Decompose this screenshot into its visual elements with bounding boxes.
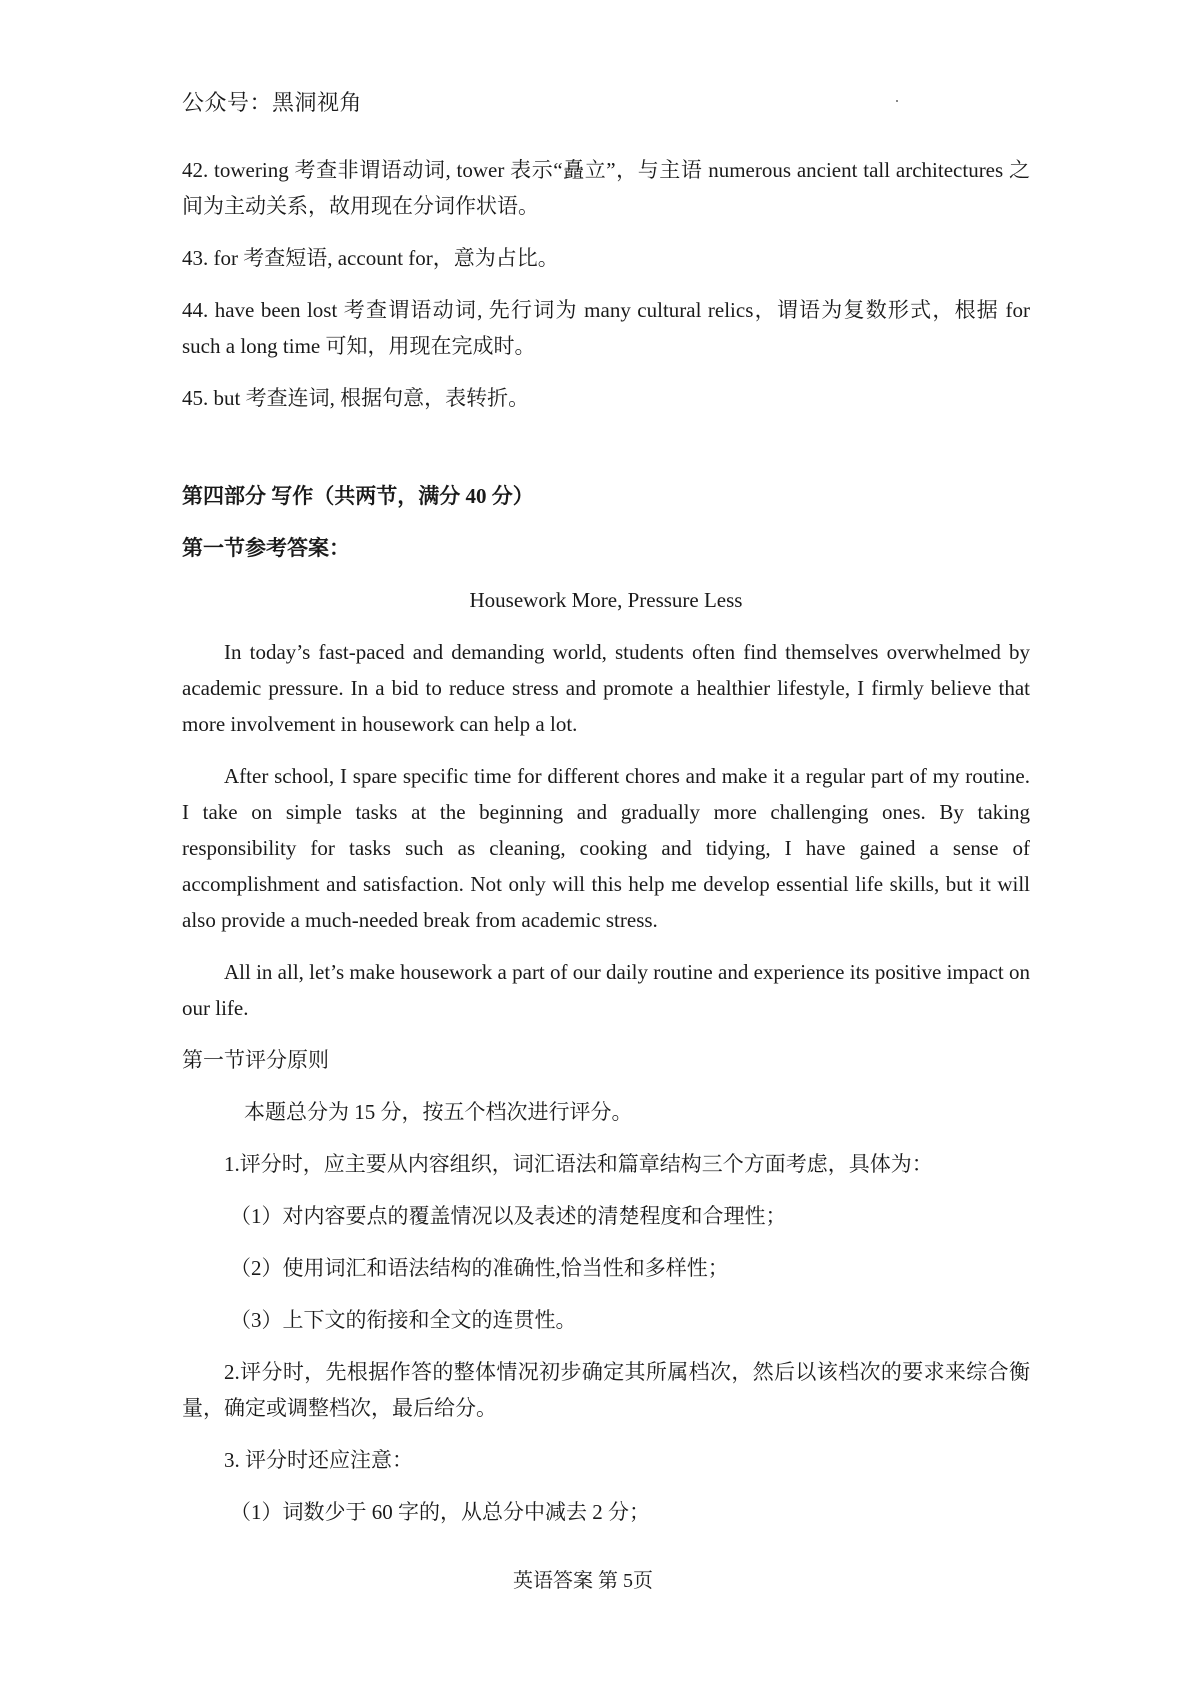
- essay-paragraph: All in all, let’s make housework a part of our daily routine and experience its positive impact on our life.: [182, 960, 1030, 1020]
- grading-rule-3-item: （1）词数少于 60 字的，从总分中减去 2 分；: [230, 1500, 650, 1524]
- essay-title: Housework More, Pressure Less: [469, 588, 743, 612]
- grading-heading: 第一节评分原则: [182, 1048, 329, 1072]
- page-footer: [0, 1564, 1200, 1593]
- essay-paragraph: In today’s fast-paced and demanding world, students often find themselves overwhelmed by academic pressure. In a bid to reduce stress and promote a healthier lifestyle, I firmly believe that more involvement in housework can help a lot.: [182, 640, 1030, 736]
- grading-rule-1-item: （2）使用词汇和语法结构的准确性,恰当性和多样性；: [230, 1256, 729, 1280]
- grading-rule-2: 2.评分时，先根据作答的整体情况初步确定其所属档次，然后以该档次的要求来综合衡量，确定或调整档次，最后给分。: [182, 1360, 1030, 1420]
- answer-45: 45. but 考查连词, 根据句意，表转折。: [182, 386, 530, 410]
- grading-rule-1-item: （1）对内容要点的覆盖情况以及表述的清楚程度和合理性；: [230, 1204, 787, 1228]
- stray-dot: [896, 100, 898, 102]
- answer-44: 44. have been lost 考查谓语动词, 先行词为 many cultural relics，谓语为复数形式，根据 for such a long time 可知，用现在完成时。: [182, 298, 1030, 358]
- grading-rule-1-item: （3）上下文的衔接和全文的连贯性。: [230, 1308, 577, 1332]
- part4-heading: 第四部分 写作（共两节，满分 40 分）: [182, 484, 534, 508]
- page-content: [182, 152, 1030, 1546]
- grading-rule-3: 3. 评分时还应注意：: [224, 1448, 413, 1472]
- answer-43: 43. for 考查短语, account for，意为占比。: [182, 246, 559, 270]
- page-header: 公众号：黑洞视角: [182, 90, 363, 115]
- answer-42: 42. towering 考查非谓语动词, tower 表示“矗立”，与主语 numerous ancient tall architectures 之间为主动关系，故用现在分词作状语。: [182, 158, 1030, 218]
- grading-intro: 本题总分为 15 分，按五个档次进行评分。: [244, 1100, 633, 1124]
- essay-paragraph: After school, I spare specific time for different chores and make it a regular part of my routine. I take on simple tasks at the beginning and gradually more challenging ones. By taking responsibility for tasks such as cleaning, cooking and tidying, I have gained a sense of accomplishment and satisfaction. Not only will this help me develop essential life skills, but it will also provide a much-needed break from academic stress.: [182, 764, 1030, 932]
- grading-rule-1: 1.评分时，应主要从内容组织，词汇语法和篇章结构三个方面考虑，具体为：: [224, 1152, 933, 1176]
- page-number-label: 英语答案 第 5页: [513, 1570, 653, 1592]
- section1-heading: 第一节参考答案：: [182, 536, 350, 560]
